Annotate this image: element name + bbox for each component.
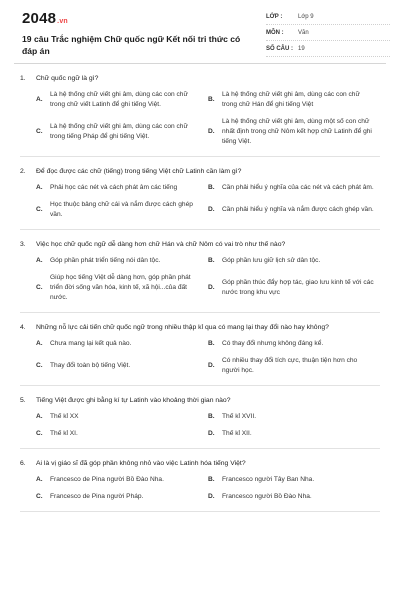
- option-text: Có nhiều thay đổi tích cực, thuận tiện hơn cho người học.: [222, 357, 358, 374]
- question-number: 1.: [20, 75, 26, 82]
- option-letter: B.: [208, 184, 215, 191]
- document-title: 19 câu Trắc nghiệm Chữ quốc ngữ Kết nối tri thức có đáp án: [22, 34, 241, 56]
- option-text: Francesco người Bồ Đào Nha.: [222, 493, 312, 500]
- option-letter: D.: [208, 128, 215, 135]
- question-item: [20, 449, 380, 512]
- answer-option[interactable]: [36, 339, 208, 349]
- option-letter: D.: [208, 362, 215, 369]
- option-text: Thế kỉ XX: [50, 413, 79, 420]
- meta-table: [266, 9, 390, 57]
- question-header: [20, 386, 380, 412]
- question-item: [20, 230, 380, 313]
- meta-value: Văn: [298, 29, 309, 36]
- question-item: [20, 313, 380, 386]
- answer-option[interactable]: [36, 492, 208, 502]
- answer-option[interactable]: [208, 273, 380, 303]
- question-text: Ai là vị giáo sĩ đã góp phần không nhỏ vào việc Latinh hóa tiếng Việt?: [36, 460, 246, 467]
- meta-value: Lớp 9: [298, 13, 314, 20]
- option-letter: A.: [36, 96, 43, 103]
- option-letter: A.: [36, 257, 43, 264]
- answer-option[interactable]: [36, 183, 208, 193]
- question-item: [20, 157, 380, 230]
- option-text: Thế kỉ XI.: [50, 430, 78, 437]
- option-text: Là hệ thống chữ viết ghi âm, dùng các con chữ trong tiếng Pháp để ghi tiếng Việt.: [50, 123, 188, 140]
- question-list: [14, 64, 386, 512]
- meta-row-subject: [266, 25, 390, 41]
- option-letter: C.: [36, 128, 43, 135]
- answer-option[interactable]: [208, 117, 380, 147]
- question-item: [20, 64, 380, 157]
- answer-options: [20, 256, 380, 310]
- question-header: [20, 449, 380, 475]
- answer-option[interactable]: [208, 356, 380, 376]
- option-letter: D.: [208, 206, 215, 213]
- question-text: Việc học chữ quốc ngữ dễ dàng hơn chữ Hán và chữ Nôm có vai trò như thế nào?: [36, 241, 286, 248]
- answer-option[interactable]: [36, 256, 208, 266]
- option-letter: A.: [36, 184, 43, 191]
- option-text: Francesco người Tây Ban Nha.: [222, 476, 315, 483]
- answer-option[interactable]: [36, 412, 208, 422]
- question-header: [20, 64, 380, 90]
- question-number: 5.: [20, 397, 26, 404]
- question-text: Tiếng Việt được ghi bằng kí tự Latinh vào khoảng thời gian nào?: [36, 397, 231, 404]
- question-number: 6.: [20, 460, 26, 467]
- answer-option[interactable]: [36, 429, 208, 439]
- option-text: Chưa mang lại kết quả nào.: [50, 340, 132, 347]
- logo-sub: .vn: [57, 18, 68, 25]
- option-letter: C.: [36, 430, 43, 437]
- option-letter: D.: [208, 284, 215, 291]
- option-text: Thay đổi toàn bộ tiếng Việt.: [50, 362, 131, 369]
- option-text: Cần phải hiểu ý nghĩa và nắm được cách ghép vần.: [222, 206, 374, 213]
- option-text: Cần phải hiểu ý nghĩa của các nét và cách phát âm.: [222, 184, 374, 191]
- option-text: Là hệ thống chữ viết ghi âm, dùng các con chữ trong chữ viết Latinh để ghi tiếng Việt.: [50, 91, 188, 108]
- answer-option[interactable]: [36, 117, 208, 147]
- answer-option[interactable]: [36, 90, 208, 110]
- option-letter: B.: [208, 476, 215, 483]
- meta-key: LỚP :: [266, 13, 283, 20]
- option-text: Là hệ thống chữ viết ghi âm, dùng các con chữ trong chữ Hán để ghi tiếng Việt: [222, 91, 360, 108]
- meta-row-count: [266, 41, 390, 57]
- option-text: Có thay đổi nhưng không đáng kể.: [222, 340, 324, 347]
- option-letter: A.: [36, 413, 43, 420]
- question-header: [20, 157, 380, 183]
- option-text: Francesco de Pina người Pháp.: [50, 493, 144, 500]
- option-letter: B.: [208, 96, 215, 103]
- answer-option[interactable]: [36, 273, 208, 303]
- question-text: Để đọc được các chữ (tiếng) trong tiếng Việt chữ Latinh cần làm gì?: [36, 168, 242, 175]
- option-letter: B.: [208, 413, 215, 420]
- answer-option[interactable]: [36, 475, 208, 485]
- option-text: Francesco de Pina người Bồ Đào Nha.: [50, 476, 164, 483]
- answer-option[interactable]: [208, 339, 380, 349]
- meta-key: MÔN :: [266, 29, 284, 36]
- option-text: Góp phần thúc đẩy hợp tác, giao lưu kinh tế với các nước trong khu vực: [222, 279, 374, 296]
- answer-option[interactable]: [208, 200, 380, 220]
- question-item: [20, 386, 380, 449]
- answer-option[interactable]: [208, 90, 380, 110]
- option-letter: B.: [208, 340, 215, 347]
- document-header: [14, 0, 386, 64]
- question-number: 4.: [20, 324, 26, 331]
- question-number: 3.: [20, 241, 26, 248]
- question-text: Những nỗ lực cải tiến chữ quốc ngữ trong nhiều thập kỉ qua có mang lại thay đổi nào hay không?: [36, 324, 329, 331]
- option-letter: C.: [36, 284, 43, 291]
- answer-option[interactable]: [208, 492, 380, 502]
- option-text: Phải học các nét và cách phát âm các tiếng: [50, 184, 178, 191]
- option-letter: C.: [36, 206, 43, 213]
- answer-option[interactable]: [208, 475, 380, 485]
- answer-option[interactable]: [208, 183, 380, 193]
- option-letter: D.: [208, 493, 215, 500]
- option-text: Là hệ thống chữ viết ghi âm, dùng một số con chữ nhất định trong chữ Nôm kết hợp chữ Latinh để ghi tiếng Việt.: [222, 118, 372, 145]
- option-text: Góp phần lưu giữ lịch sử dân tộc.: [222, 257, 321, 264]
- option-letter: A.: [36, 476, 43, 483]
- option-text: Giúp học tiếng Việt dễ dàng hơn, góp phần phát triển đời sống văn hóa, kinh tế, xã hội...của đất nước.: [50, 274, 191, 301]
- site-logo[interactable]: [22, 10, 68, 27]
- logo-main: 2048: [22, 10, 57, 27]
- answer-option[interactable]: [36, 356, 208, 376]
- question-header: [20, 313, 380, 339]
- answer-options: [20, 90, 380, 154]
- answer-options: [20, 412, 380, 446]
- meta-key: SỐ CÂU :: [266, 45, 293, 52]
- answer-option[interactable]: [208, 256, 380, 266]
- option-text: Thế kỉ XII.: [222, 430, 252, 437]
- question-number: 2.: [20, 168, 26, 175]
- answer-options: [20, 475, 380, 509]
- meta-value: 19: [298, 45, 305, 52]
- option-letter: A.: [36, 340, 43, 347]
- question-text: Chữ quốc ngữ là gì?: [36, 75, 99, 82]
- answer-option[interactable]: [36, 200, 208, 220]
- answer-option[interactable]: [208, 429, 380, 439]
- option-letter: B.: [208, 257, 215, 264]
- option-letter: C.: [36, 493, 43, 500]
- answer-options: [20, 339, 380, 383]
- option-text: Thế kỉ XVII.: [222, 413, 257, 420]
- option-letter: C.: [36, 362, 43, 369]
- option-letter: D.: [208, 430, 215, 437]
- question-header: [20, 230, 380, 256]
- option-text: Góp phần phát triển tiếng nói dân tộc.: [50, 257, 161, 264]
- answer-options: [20, 183, 380, 227]
- meta-row-grade: [266, 9, 390, 25]
- option-text: Học thuộc bảng chữ cái và nắm được cách ghép vần.: [50, 201, 193, 218]
- answer-option[interactable]: [208, 412, 380, 422]
